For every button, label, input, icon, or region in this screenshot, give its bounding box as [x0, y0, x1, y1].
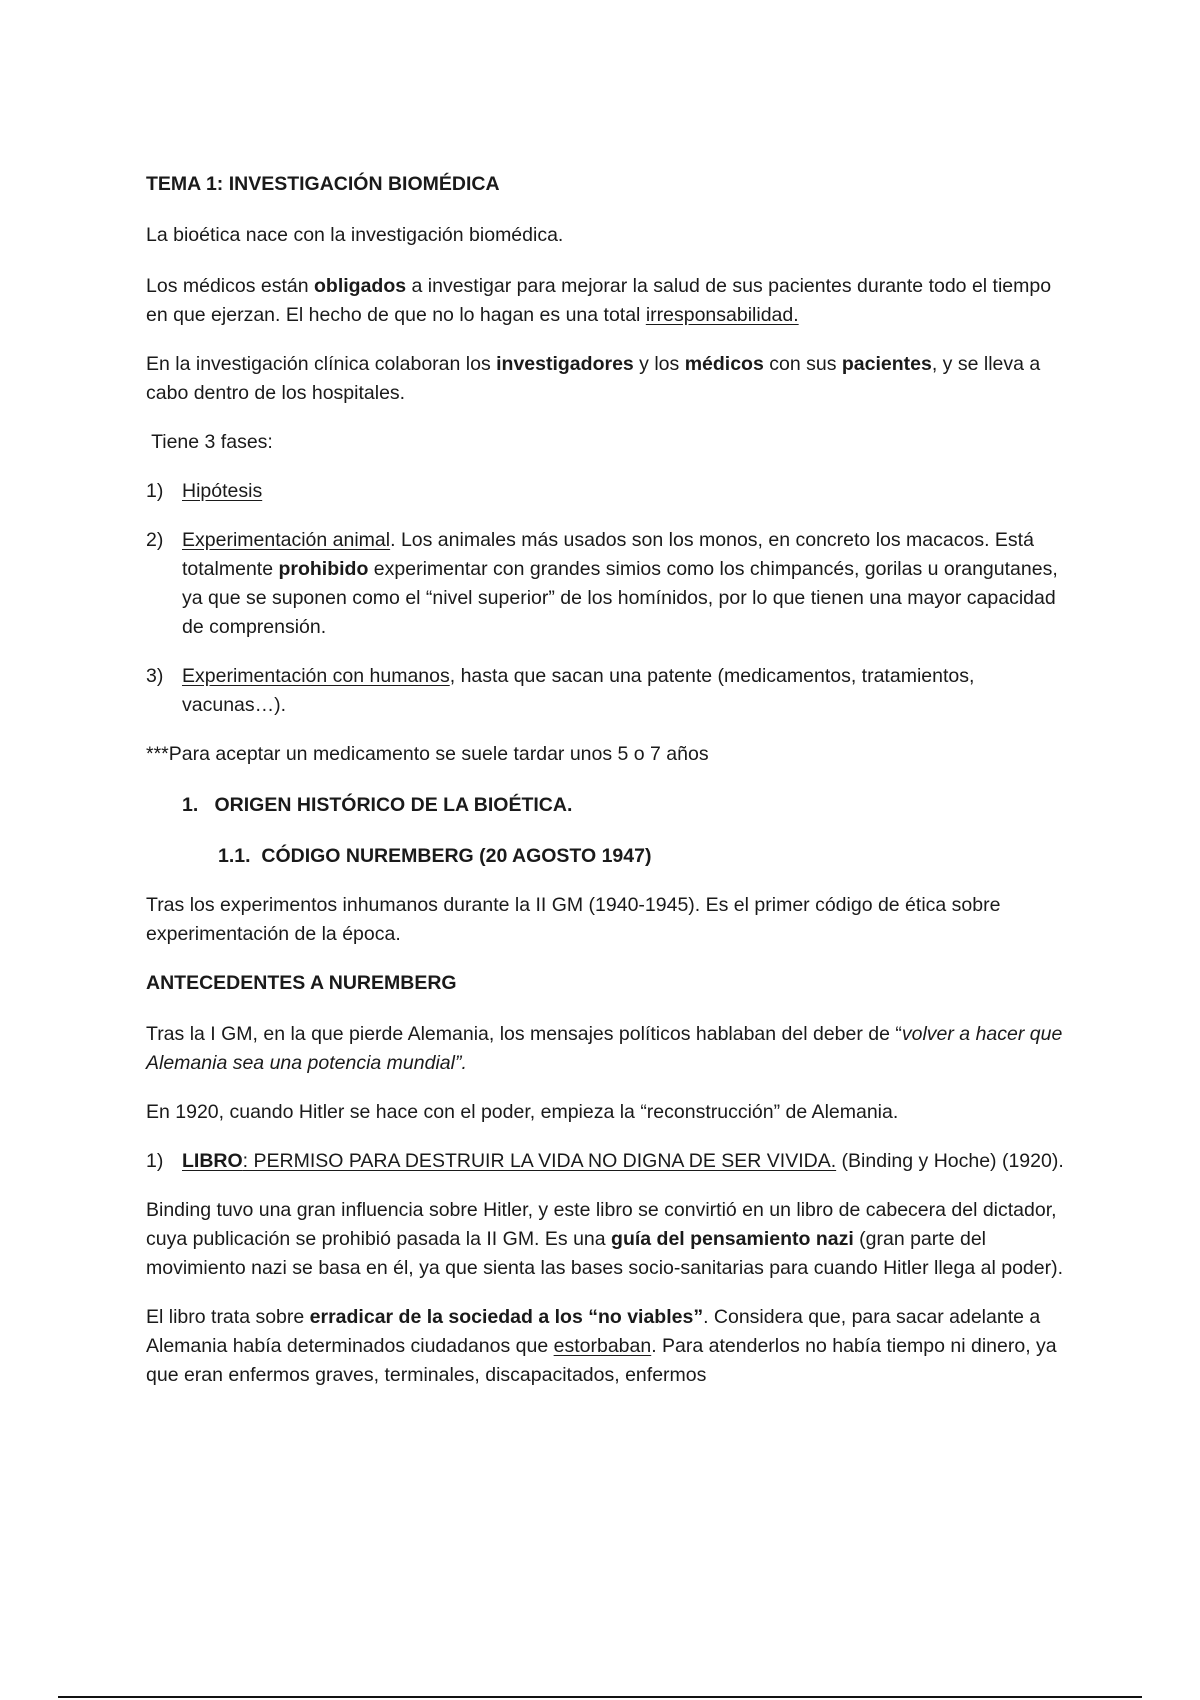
list-item-phase-1: 1) Hipótesis [146, 480, 263, 502]
paragraph-note: ***Para aceptar un medicamento se suele tardar unos 5 o 7 años [146, 743, 709, 765]
paragraph-nuremberg: Tras los experimentos inhumanos durante la II GM (1940-1945). Es el primer código de ética sobre experimentación de la época. [146, 894, 1001, 945]
section-heading-antecedents: ANTECEDENTES A NUREMBERG [146, 972, 457, 994]
list-item-book: 1) LIBRO: PERMISO PARA DESTRUIR LA VIDA NO DIGNA DE SER VIVIDA. (Binding y Hoche) (1920). [146, 1150, 1064, 1172]
list-item-phase-3: 3) Experimentación con humanos, hasta que sacan una patente (medicamentos, tratamientos, vacunas…). [146, 665, 975, 716]
paragraph-book-content: El libro trata sobre erradicar de la sociedad a los “no viables”. Considera que, para sacar adelante a Alemania había determinados ciudadanos que estorbaban. Para atenderlos no había tiempo ni dinero, ya que eran enfermos graves, terminales, discapacitados, enfermos [146, 1306, 1057, 1386]
paragraph-phases-intro: Tiene 3 fases: [146, 431, 273, 453]
paragraph-first-world-war: Tras la I GM, en la que pierde Alemania, los mensajes políticos hablaban del deber de “volver a hacer que Alemania sea una potencia mundial”. [146, 1023, 1063, 1074]
page-title: TEMA 1: INVESTIGACIÓN BIOMÉDICA [146, 173, 500, 195]
section-heading-origin: 1. ORIGEN HISTÓRICO DE LA BIOÉTICA. [182, 794, 573, 816]
paragraph-binding: Binding tuvo una gran influencia sobre Hitler, y este libro se convirtió en un libro de cabecera del dictador, cuya publicación se prohibió pasada la II GM. Es una guía del pensamiento nazi (gran parte del movimiento nazi se basa en él, ya que sienta las bases socio-sanitarias para cuando Hitler llega al poder). [146, 1199, 1064, 1279]
list-item-phase-2: 2) Experimentación animal. Los animales más usados son los monos, en concreto los macacos. Está totalmente prohibido experimentar con grandes simios como los chimpancés, gorilas u orangutanes, ya que se suponen como el “nivel superior” de los homínidos, por lo que tienen una mayor capacidad de comprensión. [146, 529, 1058, 638]
paragraph-obligation: Los médicos están obligados a investigar para mejorar la salud de sus pacientes durante todo el tiempo en que ejerzan. El hecho de que no lo hagan es una total irresponsabilidad. [146, 275, 1052, 326]
paragraph-intro: La bioética nace con la investigación biomédica. [146, 224, 564, 246]
page-divider [58, 1696, 1142, 1698]
subsection-heading-nuremberg: 1.1. CÓDIGO NUREMBERG (20 AGOSTO 1947) [218, 845, 652, 867]
paragraph-clinical-research: En la investigación clínica colaboran los investigadores y los médicos con sus pacientes, y se lleva a cabo dentro de los hospitales. [146, 353, 1041, 404]
document-page [146, 170, 1066, 1390]
paragraph-reconstruction: En 1920, cuando Hitler se hace con el poder, empieza la “reconstrucción” de Alemania. [146, 1101, 899, 1123]
